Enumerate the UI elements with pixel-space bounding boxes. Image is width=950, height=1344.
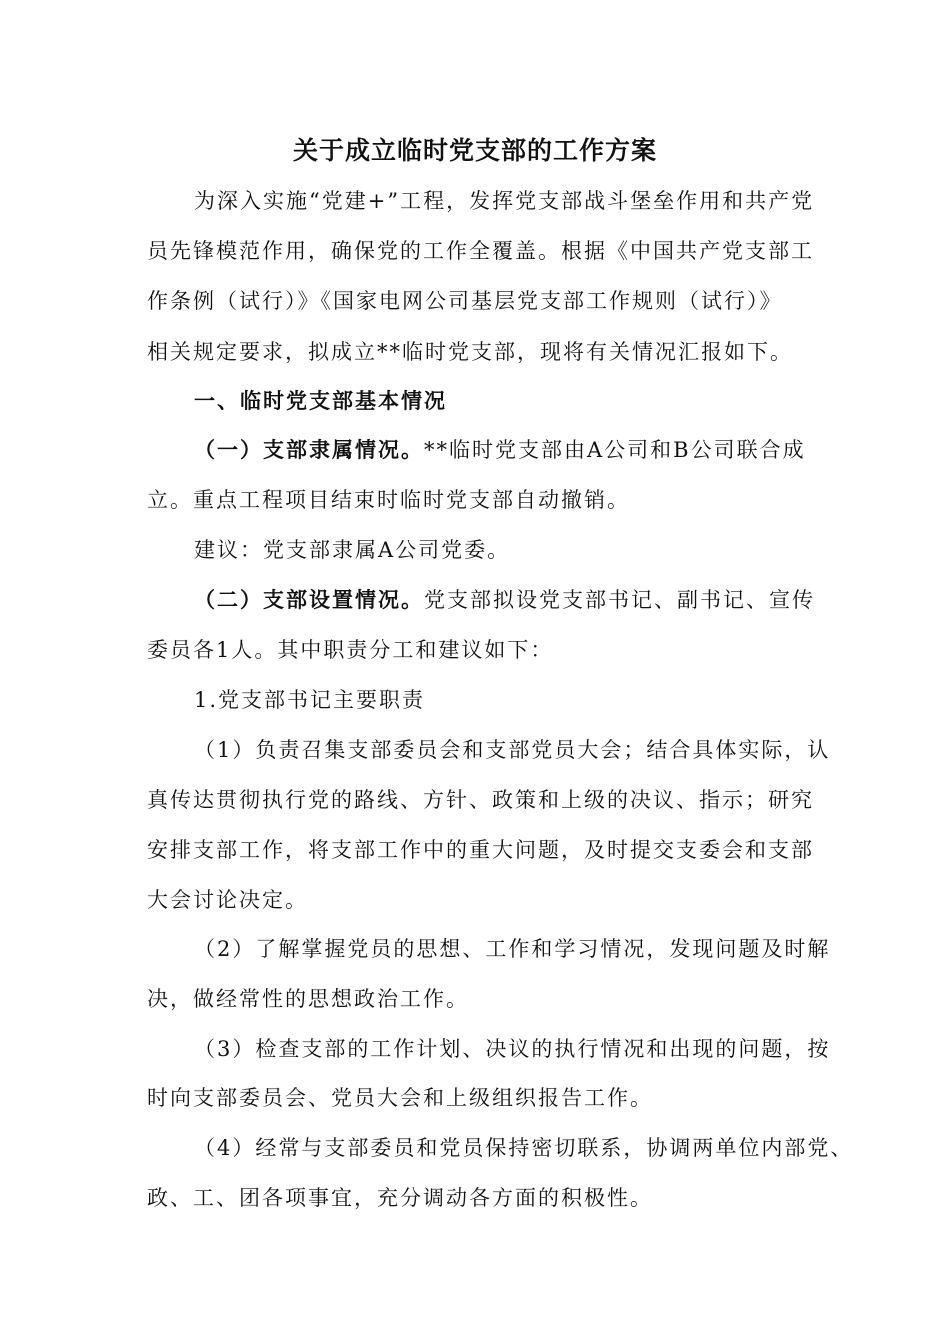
subsection-1-line-2: 立。重点工程项目结束时临时党支部自动撤销。: [147, 488, 630, 512]
document-title: 关于成立临时党支部的工作方案: [292, 136, 657, 165]
duty-1-line-3: 安排支部工作，将支部工作中的重大问题，及时提交支委会和支部: [147, 838, 814, 862]
subsection-2-paragraph: [194, 585, 815, 615]
subsection-1-paragraph: [194, 435, 806, 465]
duty-4-line-1: （4）经常与支部委员和党员保持密切联系，协调两单位内部党、: [194, 1136, 854, 1160]
intro-line-1: 为深入实施“党建+”工程，发挥党支部战斗堡垒作用和共产党: [194, 189, 815, 213]
subsection-2-line-2: 委员各1人。其中职责分工和建议如下：: [147, 638, 554, 662]
duty-3-line-1: （3）检查支部的工作计划、决议的执行情况和出现的问题，按: [194, 1037, 831, 1061]
subsection-1-label: （一）支部隶属情况。: [194, 437, 424, 462]
duty-1-line-4: 大会讨论决定。: [147, 888, 308, 912]
duty-2-line-2: 决，做经常性的思想政治工作。: [147, 987, 469, 1011]
subsection-1-text: **临时党支部由A公司和B公司联合成: [424, 438, 806, 462]
suggestion-line: 建议：党支部隶属A公司党委。: [194, 538, 511, 562]
duty-3-line-2: 时向支部委员会、党员大会和上级组织报告工作。: [147, 1086, 653, 1110]
section-heading: 一、临时党支部基本情况: [194, 388, 447, 413]
intro-line-4: 相关规定要求，拟成立**临时党支部，现将有关情况汇报如下。: [147, 340, 793, 364]
duty-4-line-2: 政、工、团各项事宜，充分调动各方面的积极性。: [147, 1186, 653, 1210]
intro-line-3: 作条例（试行）》《国家电网公司基层党支部工作规则（试行）》: [147, 289, 783, 313]
duty-1-line-1: （1）负责召集支部委员会和支部党员大会；结合具体实际，认: [194, 738, 831, 762]
duty-1-line-2: 真传达贯彻执行党的路线、方针、政策和上级的决议、指示；研究: [147, 788, 814, 812]
subsection-2-label: （二）支部设置情况。: [194, 587, 424, 612]
duties-heading: 1.党支部书记主要职责: [194, 688, 426, 712]
intro-line-2: 员先锋模范作用，确保党的工作全覆盖。根据《中国共产党支部工: [147, 239, 814, 263]
duty-2-line-1: （2）了解掌握党员的思想、工作和学习情况，发现问题及时解: [194, 937, 831, 961]
subsection-2-text: 党支部拟设党支部书记、副书记、宣传: [424, 588, 815, 612]
